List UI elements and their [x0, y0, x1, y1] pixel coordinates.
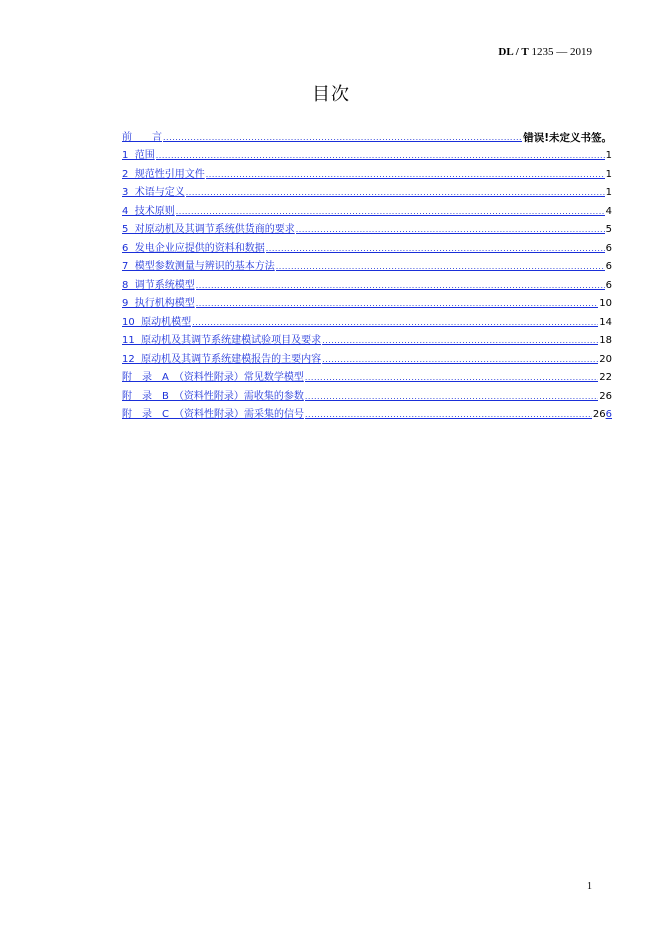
toc-dot-leader [276, 261, 605, 273]
toc-entry-page-value: 26 [592, 409, 606, 420]
toc-entry-label[interactable]: 11 原动机及其调节系统建模试验项目及要求 [122, 335, 322, 346]
toc-entry-page: 18 [599, 335, 612, 346]
toc-entry-page: 错误!未定义书签。 [523, 131, 612, 144]
toc-entry-normative-references[interactable] [122, 162, 612, 181]
toc-entry-supplier-requirements[interactable] [122, 218, 612, 237]
document-code [498, 46, 592, 58]
toc-entry-appendix-a[interactable] [122, 366, 612, 385]
page-number: 1 [587, 881, 592, 892]
toc-entry-label[interactable]: 附 录 C （资料性附录）需采集的信号 [122, 409, 304, 420]
toc-entry-label[interactable]: 4 技术原则 [122, 205, 175, 217]
toc-entry-label[interactable]: 6 发电企业应提供的资料和数据 [122, 242, 265, 254]
toc-dot-leader [296, 224, 605, 236]
toc-entry-page: 14 [599, 316, 612, 328]
standard-number: 1235 — 2019 [531, 46, 592, 58]
toc-entry-modeling-tests[interactable] [122, 329, 612, 348]
toc-entry-label[interactable]: 5 对原动机及其调节系统供货商的要求 [122, 224, 295, 235]
toc-entry-identification-methods[interactable] [122, 255, 612, 274]
toc-entry-label[interactable]: 前 言 [122, 131, 162, 143]
toc-entry-label[interactable]: 2 规范性引用文件 [122, 168, 205, 180]
toc-entry-label[interactable]: 9 执行机构模型 [122, 298, 195, 309]
toc-entry-page: 6 [605, 261, 612, 272]
toc-entry-label[interactable]: 7 模型参数测量与辨识的基本方法 [122, 261, 275, 272]
toc-dot-leader [176, 206, 605, 218]
toc-dot-leader [206, 169, 605, 181]
toc-entry-page: 1 [605, 150, 612, 161]
toc-entry-page: 22 [599, 372, 612, 383]
toc-entry-label[interactable]: 10 原动机模型 [122, 316, 192, 328]
toc-entry-label[interactable]: 1 范围 [122, 150, 155, 161]
toc-entry-page: 1 [605, 168, 612, 180]
toc-dot-leader [156, 150, 605, 162]
toc-entry-appendix-c[interactable] [122, 403, 612, 422]
toc-entry-page: 6 [605, 242, 612, 254]
toc-entry-page: 20 [599, 353, 612, 365]
toc-entry-label[interactable]: 8 调节系统模型 [122, 279, 195, 291]
toc-entry-page: 5 [605, 224, 612, 235]
table-of-contents [122, 125, 612, 421]
toc-entry-page-tail[interactable]: 6 [605, 409, 612, 420]
toc-entry-page [593, 409, 612, 421]
toc-dot-leader [192, 317, 598, 329]
toc-entry-terms[interactable] [122, 181, 612, 200]
toc-entry-page: 6 [605, 279, 612, 291]
toc-entry-label[interactable]: 3 术语与定义 [122, 187, 185, 198]
toc-entry-label[interactable]: 12 原动机及其调节系统建模报告的主要内容 [122, 353, 322, 365]
toc-dot-leader [305, 409, 592, 421]
toc-dot-leader [186, 187, 605, 199]
toc-title: 目次 [312, 84, 350, 105]
toc-dot-leader [163, 132, 522, 144]
toc-entry-scope[interactable] [122, 144, 612, 163]
toc-entry-appendix-b[interactable] [122, 384, 612, 403]
standard-prefix: DL / T [498, 46, 529, 58]
toc-entry-label[interactable]: 附 录 B （资料性附录）需收集的参数 [122, 390, 304, 402]
toc-entry-governor-model[interactable] [122, 273, 612, 292]
toc-dot-leader [266, 243, 605, 255]
toc-entry-page: 1 [605, 187, 612, 198]
toc-dot-leader [305, 391, 598, 403]
toc-entry-prime-mover-model[interactable] [122, 310, 612, 329]
toc-entry-foreword[interactable] [122, 125, 612, 144]
toc-dot-leader [305, 372, 598, 384]
toc-entry-plant-data[interactable] [122, 236, 612, 255]
toc-dot-leader [196, 298, 599, 310]
toc-entry-modeling-report[interactable] [122, 347, 612, 366]
toc-dot-leader [196, 280, 605, 292]
toc-dot-leader [322, 335, 598, 347]
toc-entry-page: 10 [599, 298, 612, 309]
toc-entry-page: 26 [599, 390, 612, 402]
toc-entry-label[interactable]: 附 录 A （资料性附录）常见数学模型 [122, 372, 304, 383]
toc-entry-actuator-model[interactable] [122, 292, 612, 311]
toc-dot-leader [322, 354, 598, 366]
toc-entry-technical-principles[interactable] [122, 199, 612, 218]
toc-entry-page: 4 [605, 205, 612, 217]
